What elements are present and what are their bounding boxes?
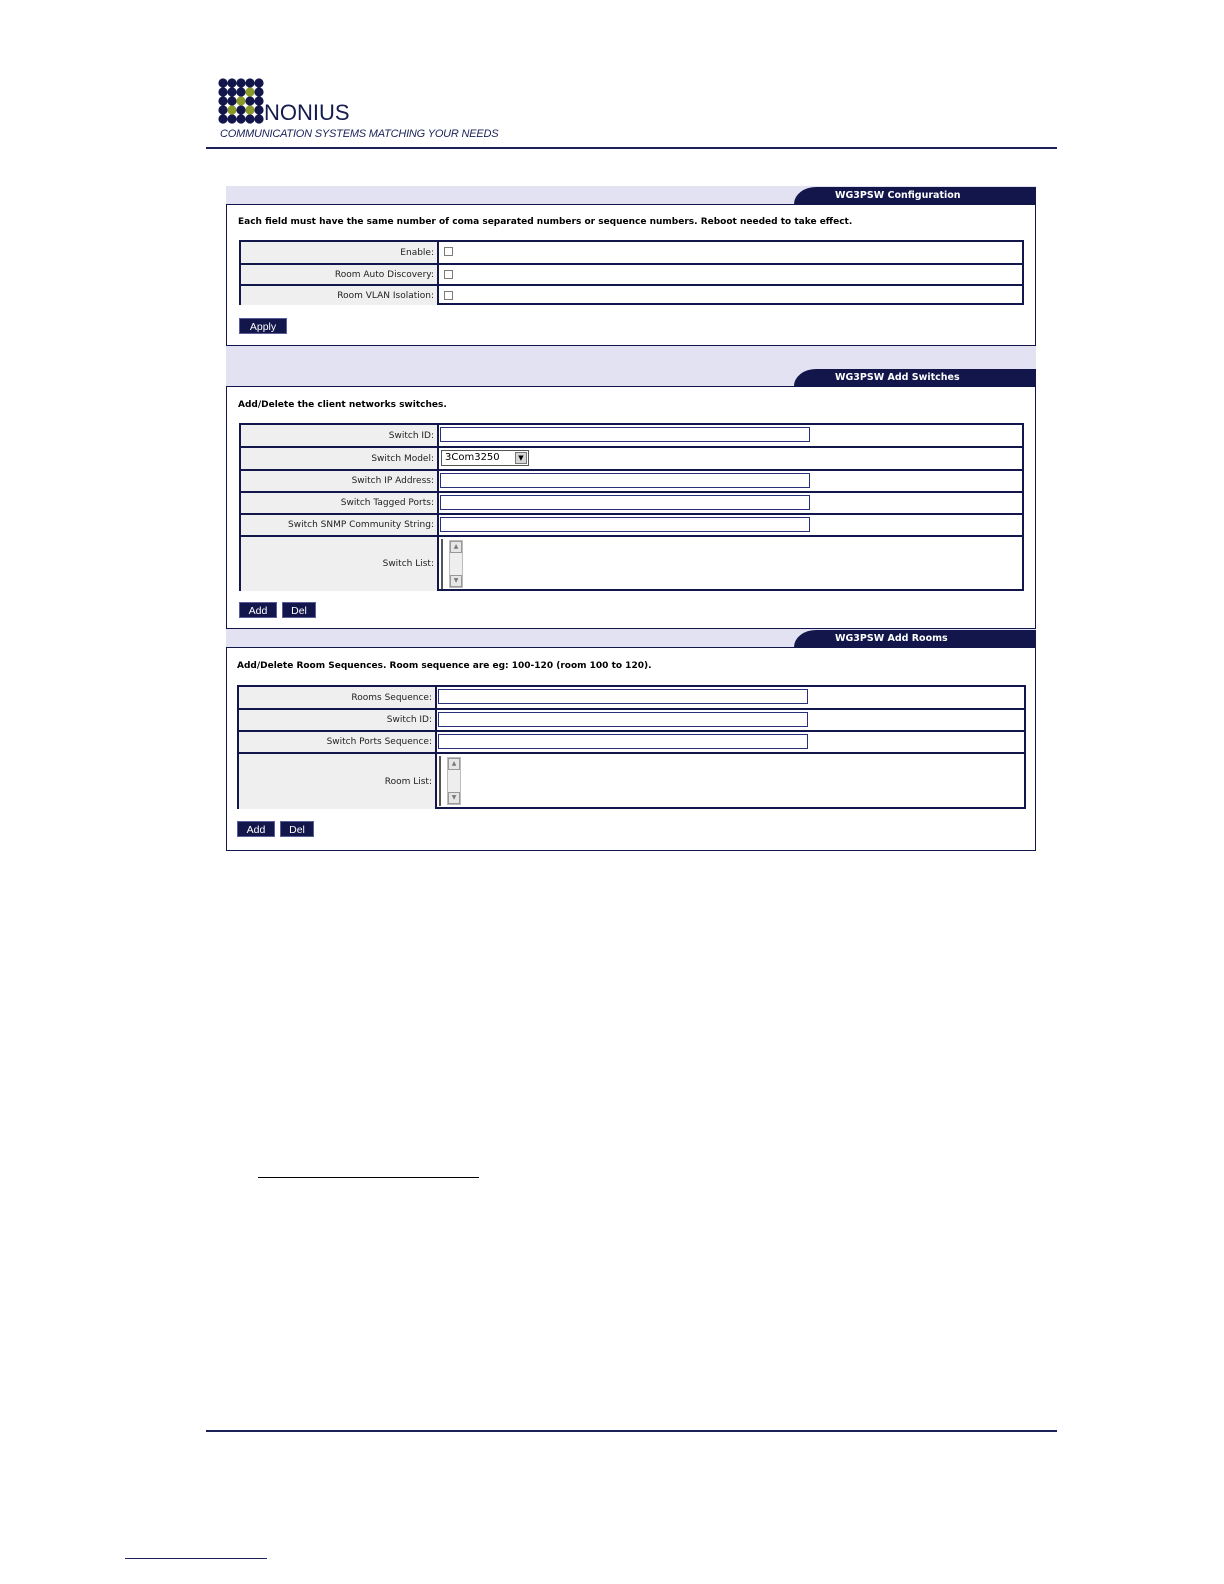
switch-snmp-label: Switch SNMP Community String: <box>241 515 439 535</box>
form-row-room-switch-id <box>239 708 1024 730</box>
rooms-description: Add/Delete Room Sequences. Room sequence are eg: 100-120 (room 100 to 120). <box>237 661 652 671</box>
room-switch-id-label: Switch ID: <box>239 710 437 730</box>
form-row-room-vlan-isolation <box>241 284 1022 305</box>
add-room-button[interactable]: Add <box>237 821 275 837</box>
switch-ip-label: Switch IP Address: <box>241 471 439 491</box>
config-description: Each field must have the same number of coma separated numbers or sequence numbers. Reboot needed to take effect. <box>238 217 853 227</box>
footer-divider <box>206 1430 1057 1432</box>
room-list-label: Room List: <box>239 754 437 809</box>
form-row-switch-model <box>241 446 1022 469</box>
form-row-switch-ip <box>241 469 1022 491</box>
switch-model-value: 3Com3250 <box>445 452 500 463</box>
room-vlan-isolation-checkbox[interactable] <box>444 291 453 300</box>
enable-label: Enable: <box>241 242 439 263</box>
footnote-link-underline <box>125 1558 267 1559</box>
switch-id-input[interactable] <box>440 427 810 442</box>
add-switch-button[interactable]: Add <box>239 602 277 618</box>
config-panel-tab: WG3PSW Configuration <box>794 187 1036 204</box>
switch-model-label: Switch Model: <box>241 448 439 469</box>
switch-model-select[interactable] <box>441 450 529 466</box>
room-switch-id-input[interactable] <box>438 712 808 727</box>
rooms-panel-header <box>226 629 1036 647</box>
room-auto-discovery-label: Room Auto Discovery: <box>241 265 439 284</box>
config-panel-header <box>226 186 1036 204</box>
config-form-table <box>239 240 1024 305</box>
switch-ports-sequence-input[interactable] <box>438 734 808 749</box>
delete-switch-button[interactable]: Del <box>282 602 316 618</box>
switch-snmp-input[interactable] <box>440 517 810 532</box>
switch-tagged-ports-label: Switch Tagged Ports: <box>241 493 439 513</box>
switches-form-table <box>239 423 1024 591</box>
header-divider <box>206 147 1057 149</box>
delete-room-button[interactable]: Del <box>280 821 314 837</box>
switch-ports-sequence-label: Switch Ports Sequence: <box>239 732 437 752</box>
nonius-logo <box>218 78 264 124</box>
rooms-sequence-input[interactable] <box>438 689 808 704</box>
form-row-switch-tagged-ports <box>241 491 1022 513</box>
switch-id-label: Switch ID: <box>241 425 439 446</box>
form-row-switch-list <box>241 535 1022 591</box>
switches-description: Add/Delete the client networks switches. <box>238 400 447 410</box>
room-auto-discovery-checkbox[interactable] <box>444 270 453 279</box>
chevron-down-icon[interactable]: ▼ <box>515 452 527 464</box>
config-panel <box>226 204 1036 346</box>
form-row-rooms-sequence <box>239 687 1024 708</box>
form-row-enable <box>241 242 1022 263</box>
logo-dots-icon <box>218 78 264 124</box>
scroll-up-icon[interactable]: ▲ <box>450 541 462 553</box>
enable-checkbox[interactable] <box>444 247 453 256</box>
scroll-down-icon[interactable]: ▼ <box>450 575 462 587</box>
section-underline <box>258 1177 479 1178</box>
switches-panel-header <box>226 346 1036 386</box>
rooms-sequence-label: Rooms Sequence: <box>239 687 437 708</box>
rooms-form-table <box>237 685 1026 809</box>
brand-name: NONIUS <box>264 100 350 125</box>
form-row-switch-ports-sequence <box>239 730 1024 752</box>
room-vlan-isolation-label: Room VLAN Isolation: <box>241 286 439 305</box>
form-row-switch-id <box>241 425 1022 446</box>
form-row-room-auto-discovery <box>241 263 1022 284</box>
form-row-switch-snmp <box>241 513 1022 535</box>
apply-button[interactable]: Apply <box>239 318 287 334</box>
scroll-down-icon[interactable]: ▼ <box>448 792 460 804</box>
switch-ip-input[interactable] <box>440 473 810 488</box>
switch-list-scrollbar[interactable] <box>449 540 463 588</box>
brand-tagline: COMMUNICATION SYSTEMS MATCHING YOUR NEEDS <box>220 128 499 140</box>
switch-tagged-ports-input[interactable] <box>440 495 810 510</box>
switches-panel-tab: WG3PSW Add Switches <box>794 369 1036 386</box>
room-list-scrollbar[interactable] <box>447 757 461 805</box>
switch-list-label: Switch List: <box>241 537 439 591</box>
rooms-panel <box>226 647 1036 851</box>
scroll-up-icon[interactable]: ▲ <box>448 758 460 770</box>
rooms-panel-tab: WG3PSW Add Rooms <box>794 630 1036 647</box>
room-list-box[interactable] <box>439 756 463 806</box>
switch-list-box[interactable] <box>441 539 465 589</box>
form-row-room-list <box>239 752 1024 809</box>
switches-panel <box>226 386 1036 629</box>
